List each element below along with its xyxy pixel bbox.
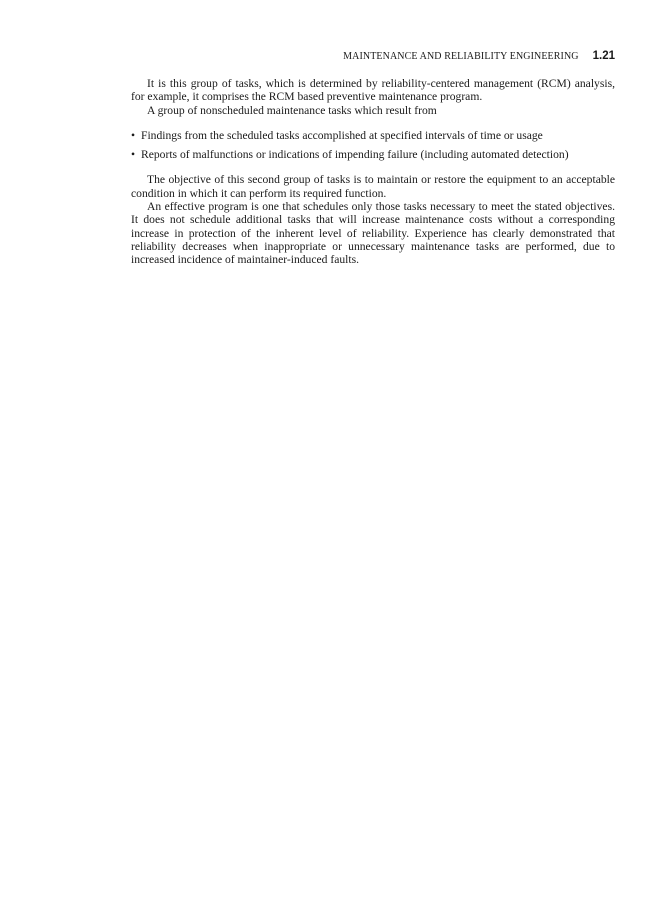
paragraph: The objective of this second group of tasks is to maintain or restore the equipment to an acceptable condition in which it can perform its required function. (131, 173, 615, 200)
running-title: MAINTENANCE AND RELIABILITY ENGINEERING (343, 51, 579, 62)
paragraph: A group of nonscheduled maintenance tasks which result from (147, 103, 437, 117)
bullet-icon: • (131, 148, 136, 162)
page-number: 1.21 (592, 50, 615, 62)
bullet-text: Findings from the scheduled tasks accomplished at specified intervals of time or usage (141, 128, 543, 142)
spacer (131, 117, 615, 129)
bullet-list (131, 129, 615, 162)
bullet-text: Reports of malfunctions or indications of impending failure (including automated detection) (141, 148, 569, 162)
bullet-item (131, 148, 615, 161)
bullet-icon: • (131, 128, 136, 142)
paragraph: An effective program is one that schedules only those tasks necessary to meet the stated objectives. It does not schedule additional tasks that will increase maintenance costs without a corresponding increase in protection of the inherent level of reliability. Experience has clearly demonstrated that reliability decreases when inappropriate or unnecessary maintenance tasks are performed, due to increased incidence of maintainer-induced faults. (131, 200, 615, 267)
paragraph: It is this group of tasks, which is determined by reliability-centered management (RCM) analysis, for example, it comprises the RCM based preventive maintenance program. (131, 77, 615, 104)
running-head (343, 50, 615, 62)
bullet-item (131, 129, 615, 142)
body-text (131, 77, 615, 267)
